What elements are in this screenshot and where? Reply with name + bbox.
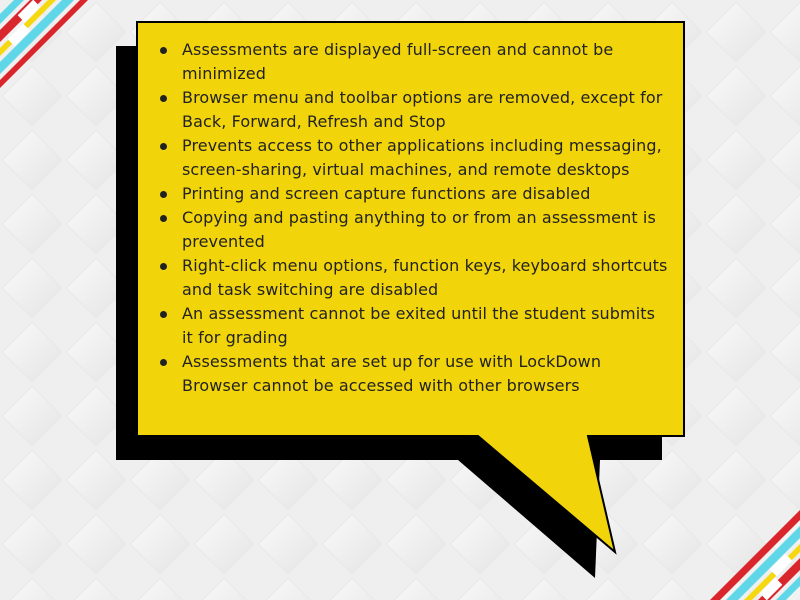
bullet-icon [160,311,167,318]
list-item [182,350,668,398]
bullet-icon [160,191,167,198]
list-item [182,302,668,350]
list-item [182,182,668,206]
list-item-text: Browser menu and toolbar options are removed, except for Back, Forward, Refresh and Stop [182,88,663,131]
list-item-text: Assessments are displayed full-screen and cannot be minimized [182,40,614,83]
bullet-icon [160,359,167,366]
list-item-text: Printing and screen capture functions are disabled [182,184,591,203]
list-item-text: Copying and pasting anything to or from an assessment is prevented [182,208,656,251]
list-item [182,254,668,302]
bullet-icon [160,143,167,150]
bullet-icon [160,95,167,102]
list-item-text: Assessments that are set up for use with LockDown Browser cannot be accessed with other browsers [182,352,602,395]
list-item-text: Prevents access to other applications including messaging, screen-sharing, virtual machines, and remote desktops [182,136,662,179]
feature-list [144,38,668,398]
list-item [182,38,668,86]
list-item [182,206,668,254]
list-item [182,86,668,134]
bullet-icon [160,215,167,222]
list-item [182,134,668,182]
feature-list-container [138,30,678,430]
bullet-icon [160,47,167,54]
list-item-text: Right-click menu options, function keys, keyboard shortcuts and task switching are disabled [182,256,668,299]
bullet-icon [160,263,167,270]
list-item-text: An assessment cannot be exited until the student submits it for grading [182,304,656,347]
